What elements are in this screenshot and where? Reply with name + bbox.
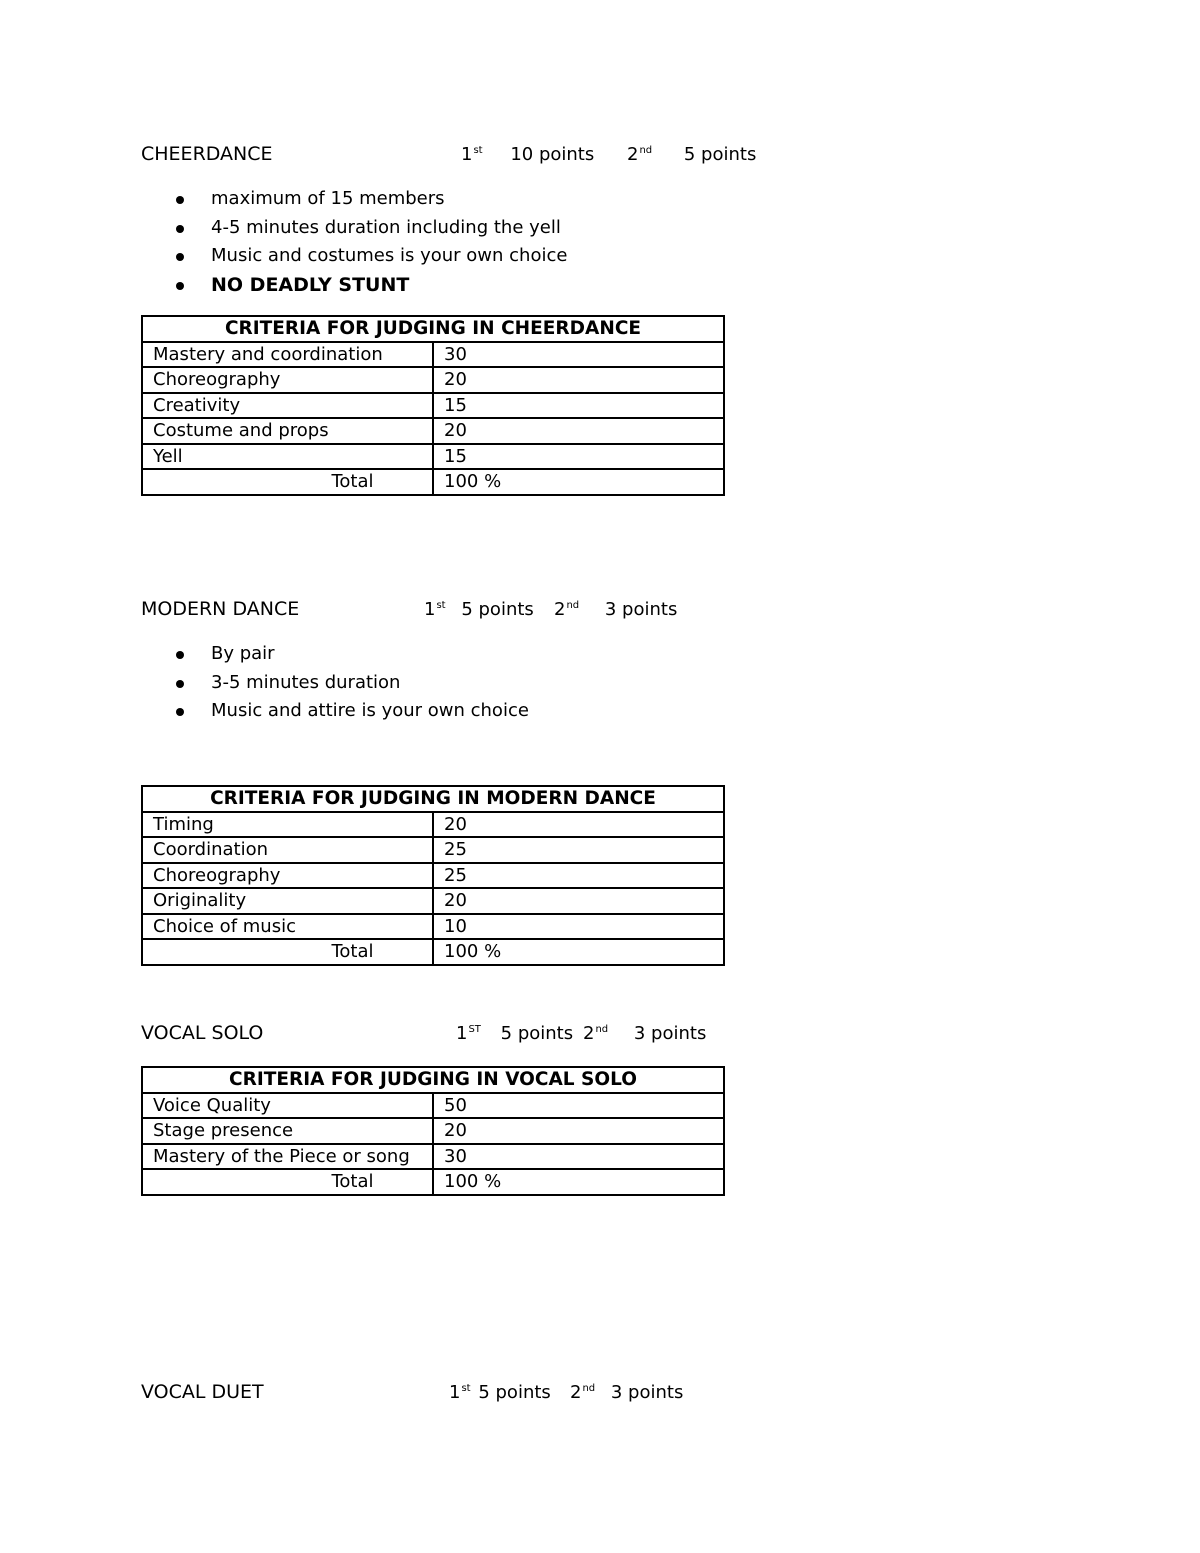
first-place-points: 1st 5 points [449,1382,551,1403]
section-title: VOCAL SOLO [141,1022,264,1044]
value-cell: 50 [433,1093,724,1119]
total-label: Total [142,939,433,965]
table-row [142,342,724,368]
table-row [142,418,724,444]
criterion-cell: Choreography [142,863,433,889]
list-item: 4-5 minutes duration including the yell [141,214,567,243]
value-cell: 20 [433,367,724,393]
list-item: By pair [141,640,529,669]
table-row [142,888,724,914]
total-value: 100 % [433,469,724,495]
list-item: 3-5 minutes duration [141,669,529,698]
bullet-icon [176,680,184,688]
table-row [142,1144,724,1170]
table-row [142,863,724,889]
total-label: Total [142,1169,433,1195]
section-title: MODERN DANCE [141,598,300,620]
criterion-cell: Creativity [142,393,433,419]
table-header-row [142,1067,724,1093]
criterion-cell: Choice of music [142,914,433,940]
second-place-points: 2nd 3 points [554,599,678,620]
bullet-icon [176,253,184,261]
table-total-row [142,1169,724,1195]
vocal-duet-heading [141,1381,841,1405]
bullet-icon [176,196,184,204]
table-row [142,1093,724,1119]
value-cell: 10 [433,914,724,940]
criterion-cell: Stage presence [142,1118,433,1144]
total-value: 100 % [433,1169,724,1195]
table-total-row [142,469,724,495]
value-cell: 15 [433,444,724,470]
total-label: Total [142,469,433,495]
table-row [142,914,724,940]
total-value: 100 % [433,939,724,965]
table-header: CRITERIA FOR JUDGING IN MODERN DANCE [142,786,724,812]
second-place-points: 2nd 5 points [627,144,757,165]
cheerdance-criteria-table [141,315,725,496]
table-header-row [142,786,724,812]
value-cell: 25 [433,837,724,863]
vocal-solo-criteria-table [141,1066,725,1196]
criterion-cell: Coordination [142,837,433,863]
value-cell: 20 [433,812,724,838]
value-cell: 20 [433,1118,724,1144]
criterion-cell: Voice Quality [142,1093,433,1119]
bullet-icon [176,225,184,233]
table-row [142,444,724,470]
list-item: NO DEADLY STUNT [141,271,567,300]
value-cell: 30 [433,1144,724,1170]
first-place-points: 1st 10 points [461,144,595,165]
table-row [142,812,724,838]
list-item: Music and attire is your own choice [141,697,529,726]
value-cell: 30 [433,342,724,368]
list-item: maximum of 15 members [141,185,567,214]
table-row [142,1118,724,1144]
criterion-cell: Mastery of the Piece or song [142,1144,433,1170]
criterion-cell: Mastery and coordination [142,342,433,368]
table-row [142,367,724,393]
first-place-points: 1st 5 points [424,599,534,620]
section-title: VOCAL DUET [141,1381,264,1403]
vocal-solo-heading [141,1022,841,1046]
list-item: Music and costumes is your own choice [141,242,567,271]
bullet-icon [176,651,184,659]
criterion-cell: Costume and props [142,418,433,444]
table-header: CRITERIA FOR JUDGING IN CHEERDANCE [142,316,724,342]
criterion-cell: Originality [142,888,433,914]
first-place-points: 1ST 5 points [456,1023,574,1044]
value-cell: 20 [433,888,724,914]
modern-dance-heading [141,598,841,622]
cheerdance-heading [141,143,841,167]
cheerdance-rules [141,185,567,299]
table-row [142,393,724,419]
table-header: CRITERIA FOR JUDGING IN VOCAL SOLO [142,1067,724,1093]
second-place-points: 2nd 3 points [570,1382,684,1403]
criterion-cell: Timing [142,812,433,838]
bullet-icon [176,282,184,290]
table-total-row [142,939,724,965]
criterion-cell: Choreography [142,367,433,393]
section-title: CHEERDANCE [141,143,273,165]
second-place-points: 2nd 3 points [583,1023,707,1044]
value-cell: 25 [433,863,724,889]
value-cell: 20 [433,418,724,444]
table-header-row [142,316,724,342]
table-row [142,837,724,863]
modern-dance-rules [141,640,529,726]
value-cell: 15 [433,393,724,419]
modern-dance-criteria-table [141,785,725,966]
criterion-cell: Yell [142,444,433,470]
bullet-icon [176,708,184,716]
